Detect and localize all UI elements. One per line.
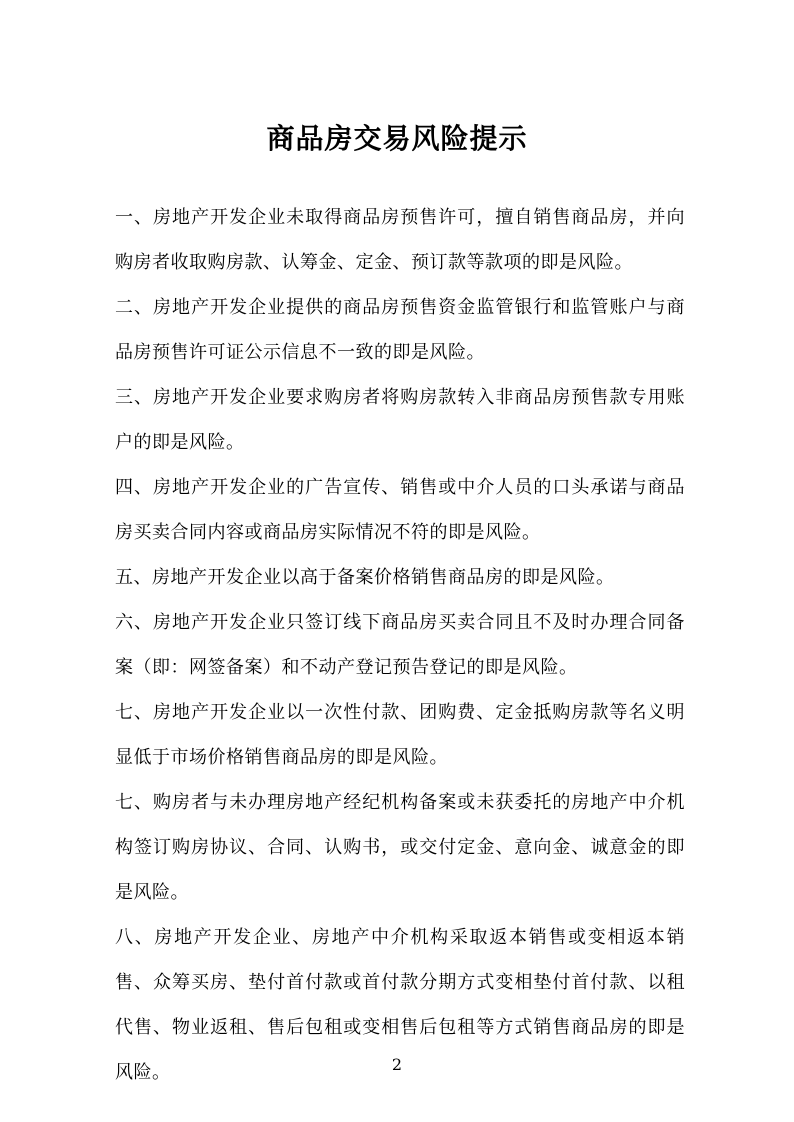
risk-item-4: 四、房地产开发企业的广告宣传、销售或中介人员的口头承诺与商品房买卖合同内容或商品房实际情况不符的即是风险。 bbox=[115, 477, 685, 543]
risk-item-5: 五、房地产开发企业以高于备案价格销售商品房的即是风险。 bbox=[115, 567, 615, 588]
risk-item-3: 三、房地产开发企业要求购房者将购房款转入非商品房预售款专用账户的即是风险。 bbox=[115, 387, 685, 453]
page-title: 商品房交易风险提示 bbox=[266, 121, 528, 155]
risk-item-7b: 七、购房者与未办理房地产经纪机构备案或未获委托的房地产中介机构签订购房协议、合同、认购书，或交付定金、意向金、诚意金的即是风险。 bbox=[115, 792, 685, 903]
risk-item-2: 二、房地产开发企业提供的商品房预售资金监管银行和监管账户与商品房预售许可证公示信息不一致的即是风险。 bbox=[115, 297, 685, 363]
risk-item-7: 七、房地产开发企业以一次性付款、团购费、定金抵购房款等名义明显低于市场价格销售商品房的即是风险。 bbox=[115, 702, 685, 768]
document-body bbox=[115, 195, 685, 1095]
risk-item-6: 六、房地产开发企业只签订线下商品房买卖合同且不及时办理合同备案（即：网签备案）和不动产登记预告登记的即是风险。 bbox=[115, 612, 685, 678]
risk-item-8: 八、房地产开发企业、房地产中介机构采取返本销售或变相返本销售、众筹买房、垫付首付款或首付款分期方式变相垫付首付款、以租代售、物业返租、售后包租或变相售后包租等方式销售商品房的即是风险。 bbox=[115, 927, 685, 1083]
risk-item-1: 一、房地产开发企业未取得商品房预售许可，擅自销售商品房，并向购房者收取购房款、认筹金、定金、预订款等款项的即是风险。 bbox=[115, 207, 685, 273]
page-number: 2 bbox=[391, 1055, 403, 1074]
